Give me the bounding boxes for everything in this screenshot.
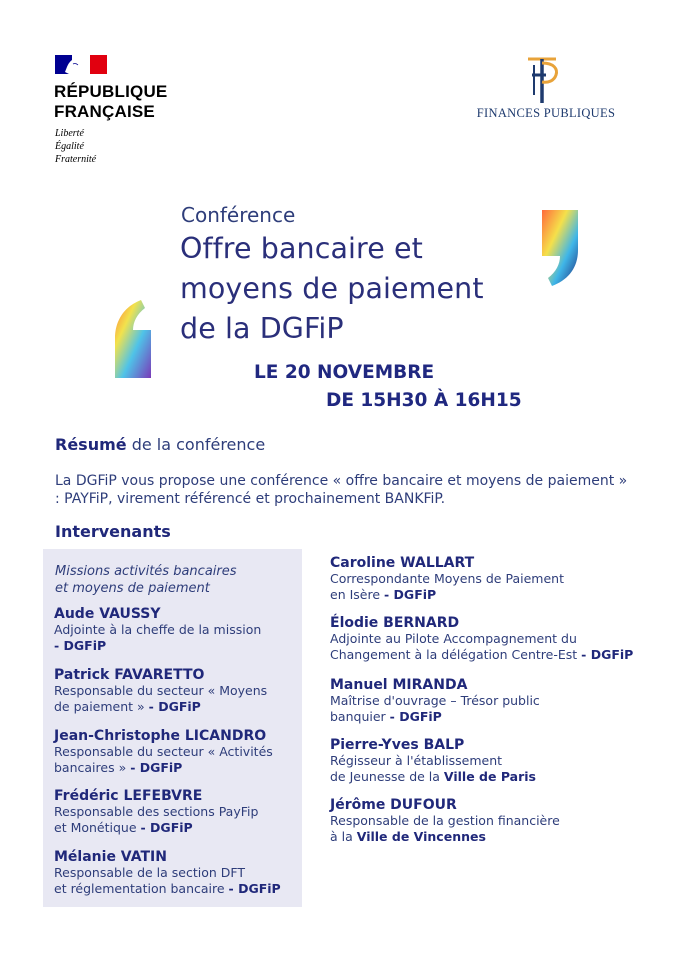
event-title-line1: Offre bancaire et [180, 232, 423, 265]
closing-quote-icon [540, 210, 580, 286]
speaker-role-text: Responsable du secteur « Moyens [54, 683, 268, 698]
speaker-name: Caroline WALLART [330, 555, 475, 571]
event-time: DE 15H30 À 16H15 [326, 390, 522, 411]
speaker-role-text: Correspondante Moyens de Paiement [330, 571, 564, 586]
speaker-affiliation: - DGFiP [389, 709, 442, 724]
speaker-role-text: banquier [330, 709, 390, 724]
speaker-entry [330, 615, 633, 663]
speaker-role-line [330, 647, 633, 663]
summary-heading [55, 435, 265, 454]
speaker-role-line [330, 587, 564, 603]
event-label: Conférence [181, 203, 296, 227]
speaker-role-text: à la [330, 829, 357, 844]
speaker-role-line [330, 813, 560, 829]
speaker-name: Patrick FAVARETTO [54, 667, 205, 683]
speaker-role-text: de paiement » [54, 699, 149, 714]
speaker-role-text: Responsable de la gestion financière [330, 813, 560, 828]
speaker-role-line [330, 571, 564, 587]
speaker-role-line [330, 829, 560, 845]
speaker-affiliation: - DGFiP [148, 699, 201, 714]
mission-title-line1: Missions activités bancaires [55, 564, 237, 579]
speaker-role-text: et Monétique [54, 820, 141, 835]
speaker-role-text: Adjointe au Pilote Accompagnement du [330, 631, 577, 646]
speaker-role-text: Adjointe à la cheffe de la mission [54, 622, 262, 637]
speaker-entry [330, 677, 540, 725]
speaker-affiliation: - DGFiP [140, 820, 193, 835]
speaker-affiliation: - DGFiP [54, 638, 107, 653]
mission-title [55, 563, 295, 597]
speaker-role-line [330, 693, 540, 709]
speaker-entry [54, 728, 273, 776]
speaker-role-text: de Jeunesse de la [330, 769, 444, 784]
speaker-role-line [54, 865, 281, 881]
finances-publiques-logo-icon [520, 55, 564, 105]
speaker-name: Aude VAUSSY [54, 606, 161, 622]
speaker-name: Jean-Christophe LICANDRO [54, 728, 267, 744]
speaker-role-line [54, 622, 261, 654]
summary-text: La DGFiP vous propose une conférence « offre bancaire et moyens de paiement » : PAYFiP, virement référencé et prochainement BANKFiP. [55, 473, 628, 507]
speaker-role-text: en Isère [330, 587, 385, 602]
speaker-role-line [330, 631, 633, 647]
speaker-name: Frédéric LEFEBVRE [54, 788, 203, 804]
speaker-entry [330, 737, 536, 785]
speaker-role-line [330, 753, 536, 769]
speaker-entry [330, 797, 560, 845]
speaker-role-text: Changement à la délégation Centre-Est [330, 647, 582, 662]
mission-title-line2: et moyens de paiement [55, 581, 210, 596]
speaker-role-line [54, 699, 267, 715]
speaker-role-line [54, 760, 273, 776]
speaker-role-text: Responsable du secteur « Activités [54, 744, 273, 759]
speaker-role-line [330, 769, 536, 785]
speaker-entry [54, 667, 267, 715]
speaker-role-text: Régisseur à l'établissement [330, 753, 503, 768]
speaker-role-text: Responsable de la section DFT [54, 865, 246, 880]
event-title-line2: moyens de paiement [180, 272, 484, 305]
speaker-affiliation: - DGFiP [581, 647, 634, 662]
speaker-role-text: Maîtrise d'ouvrage – Trésor public [330, 693, 540, 708]
motto-fraternite: Fraternité [55, 154, 97, 165]
speaker-role-line [330, 709, 540, 725]
speakers-heading: Intervenants [55, 522, 171, 541]
speaker-role-line [54, 744, 273, 760]
speaker-role-text: Responsable des sections PayFip [54, 804, 259, 819]
republic-name-line2: FRANÇAISE [54, 102, 155, 121]
speaker-affiliation: - DGFiP [130, 760, 183, 775]
summary-heading-rest: de la conférence [126, 435, 266, 454]
finances-publiques-logo-text: FINANCES PUBLIQUES [476, 106, 616, 120]
speaker-name: Élodie BERNARD [330, 615, 460, 631]
opening-quote-icon [113, 298, 153, 378]
speaker-entry [54, 849, 281, 897]
speaker-affiliation: Ville de Vincennes [356, 829, 486, 844]
event-title-line3: de la DGFiP [180, 312, 344, 345]
speaker-affiliation: - DGFiP [228, 881, 281, 896]
speaker-entry [54, 606, 261, 654]
speaker-entry [54, 788, 258, 836]
summary-heading-bold: Résumé [55, 435, 127, 454]
republic-name-line1: RÉPUBLIQUE [54, 82, 168, 101]
speaker-name: Pierre-Yves BALP [330, 737, 465, 753]
marianne-flag-logo [55, 55, 107, 74]
motto-egalite: Égalité [55, 141, 84, 152]
speaker-name: Manuel MIRANDA [330, 677, 468, 693]
speaker-affiliation: - DGFiP [384, 587, 437, 602]
speaker-role-text: bancaires » [54, 760, 131, 775]
motto-liberte: Liberté [55, 128, 84, 139]
speaker-entry [330, 555, 564, 603]
speaker-role-text: et réglementation bancaire [54, 881, 229, 896]
event-date: LE 20 NOVEMBRE [254, 362, 435, 383]
speaker-affiliation: Ville de Paris [443, 769, 536, 784]
speaker-name: Jérôme DUFOUR [330, 797, 457, 813]
speaker-role-line [54, 804, 258, 820]
speaker-role-line [54, 881, 281, 897]
speaker-role-line [54, 683, 267, 699]
speaker-name: Mélanie VATIN [54, 849, 167, 865]
speaker-role-line [54, 820, 258, 836]
